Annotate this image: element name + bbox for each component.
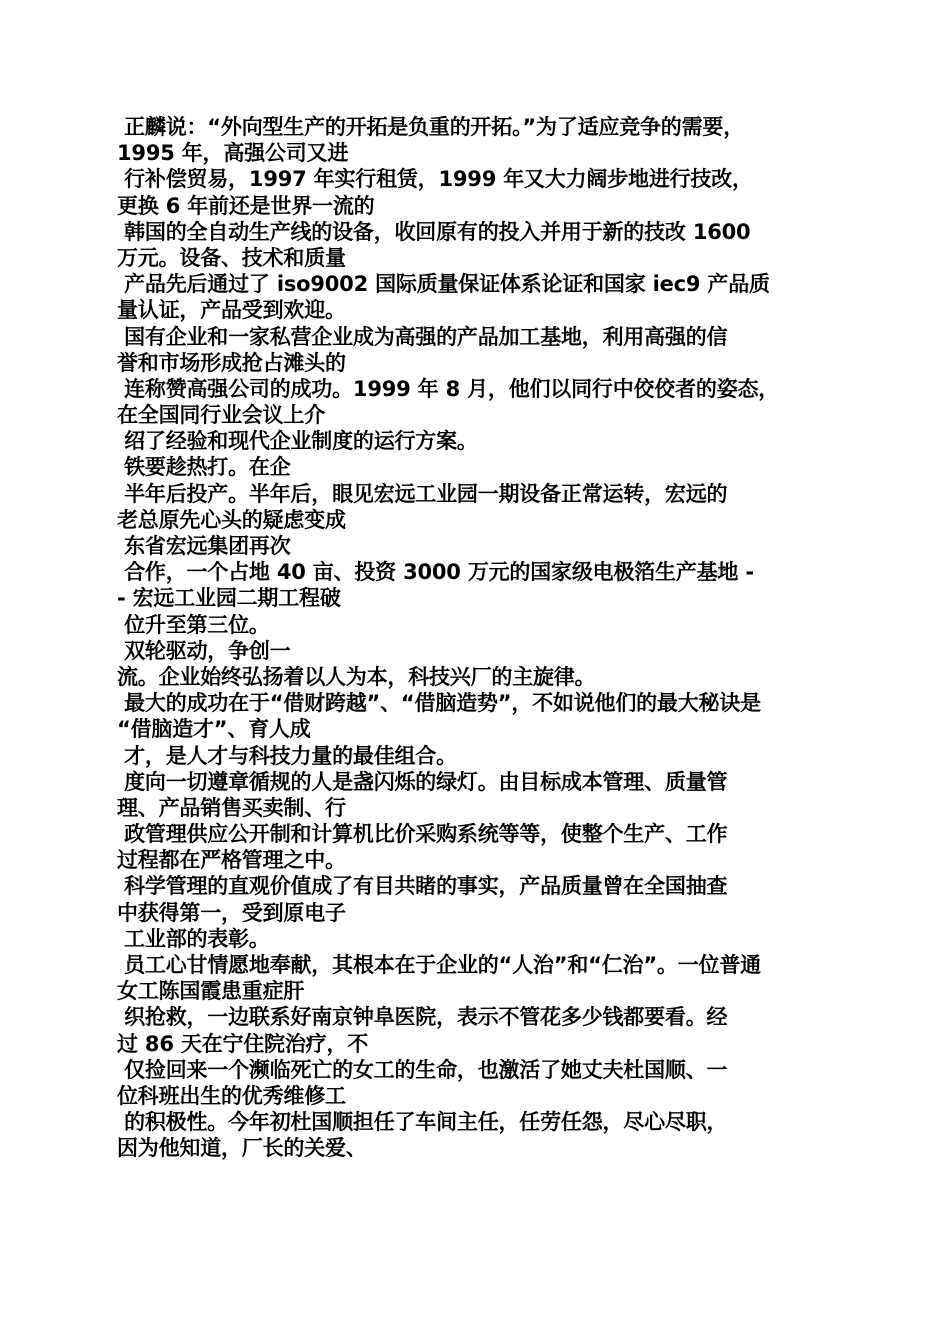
text-line: 女工陈国霞患重症肝 [117,979,305,1004]
text-line: 产品先后通过了 iso9002 国际质量保证体系论证和国家 iec9 产品质 [117,272,770,297]
text-line: 位升至第三位。 [117,612,270,637]
text-line: 过 86 天在宁住院治疗，不 [117,1031,369,1056]
text-line: 才，是人才与科技力量的最佳组合。 [117,743,457,768]
text-line: 量认证，产品受到欢迎。 [117,298,346,323]
text-line: 织抢救，一边联系好南京钟阜医院，表示不管花多少钱都要看。经 [117,1005,728,1030]
text-line: 员工心甘情愿地奉献，其根本在于企业的“人治”和“仁治”。一位普通 [117,953,761,977]
text-line: 连称赞高强公司的成功。1999 年 8 月，他们以同行中佼佼者的姿态， [117,376,780,401]
text-line: 铁要趁热打。在企 [117,455,291,480]
text-line: 因为他知道，厂长的关爱、 [117,1136,367,1161]
text-line: 韩国的全自动生产线的设备，收回原有的投入并用于新的技改 1600 [117,219,751,244]
text-line: “借脑造才”、育人成 [117,717,311,742]
text-line: 万元。设备、技术和质量 [117,245,346,270]
text-line: 政管理供应公开制和计算机比价采购系统等等，使整个生产、工作 [117,822,728,847]
text-line: 中获得第一，受到原电子 [117,900,346,925]
text-line: 行补偿贸易，1997 年实行租赁，1999 年又大力阔步地进行技改， [117,167,753,192]
text-line: 更换 6 年前还是世界一流的 [117,193,375,218]
text-line: 过程都在严格管理之中。 [117,848,346,873]
text-line: 正麟说：“外向型生产的开拓是负重的开拓。”为了适应竞争的需要， [117,115,745,139]
text-line: 1995 年，高强公司又进 [117,141,349,166]
text-line: 工业部的表彰。 [117,926,270,951]
text-line: 仅捡回来一个濒临死亡的女工的生命，也激活了她丈夫杜国顺、一 [117,1057,728,1082]
body-text [117,114,837,1162]
text-line: 在全国同行业会议上介 [117,403,325,428]
text-line: 度向一切遵章循规的人是盏闪烁的绿灯。由目标成本管理、质量管 [117,769,728,794]
text-line: 合作，一个占地 40 亩、投资 3000 万元的国家级电极箔生产基地 - [117,560,754,585]
text-line: 老总原先心头的疑虑变成 [117,507,346,532]
text-line: 位科班出生的优秀维修工 [117,1083,346,1108]
text-line: 东省宏远集团再次 [117,534,291,558]
text-line: 流。企业始终弘扬着以人为本，科技兴厂的主旋律。 [117,664,596,689]
text-line: 半年后投产。半年后，眼见宏远工业园一期设备正常运转，宏远的 [117,481,728,506]
text-line: 理、产品销售买卖制、行 [117,795,346,820]
text-line: 双轮驱动，争创一 [117,638,291,663]
text-line: 最大的成功在于“借财跨越”、“借脑造势”，不如说他们的最大秘诀是 [117,691,761,716]
text-line: 的积极性。今年初杜国顺担任了车间主任，任劳任怨，尽心尽职， [117,1110,728,1135]
text-line: 誉和市场形成抢占滩头的 [117,350,346,375]
text-line: 绍了经验和现代企业制度的运行方案。 [117,429,478,454]
text-line: 科学管理的直观价值成了有目共睹的事实，产品质量曾在全国抽查 [117,874,728,899]
text-line: 国有企业和一家私营企业成为高强的产品加工基地，利用高强的信 [117,324,728,349]
text-line: - 宏远工业园二期工程破 [117,586,341,611]
